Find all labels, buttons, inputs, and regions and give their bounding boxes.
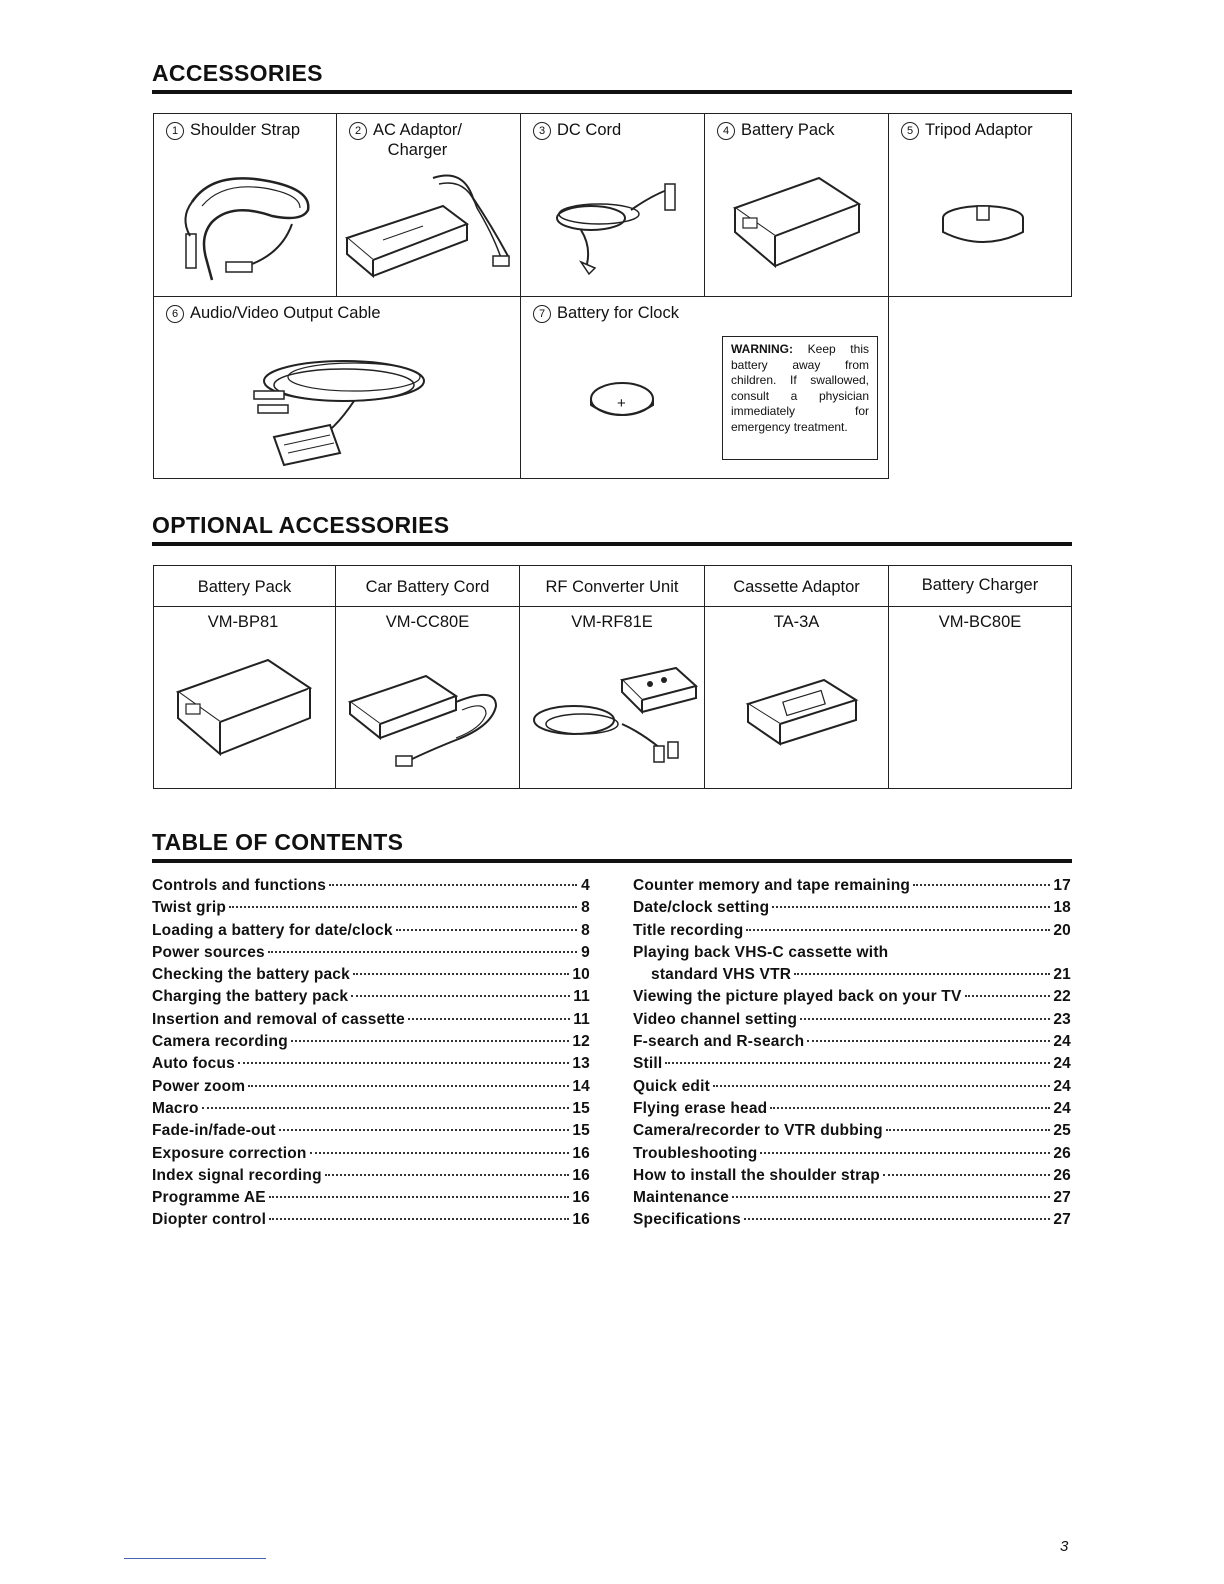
footer-rule	[124, 1558, 266, 1559]
optional-model: VM-CC80E	[385, 613, 470, 631]
toc-entry-first-line[interactable]: Playing back VHS-C cassette with	[633, 943, 889, 961]
toc-entry[interactable]: Video channel setting 23	[633, 1010, 1071, 1028]
accessory-cell-av-cable	[153, 296, 521, 479]
item-number: 5	[901, 122, 919, 140]
warning-heading: WARNING:	[731, 342, 793, 356]
label-line: Battery Pack	[741, 121, 835, 139]
optional-name: Car Battery Cord	[365, 578, 490, 596]
accessory-cell-battery-pack	[704, 113, 889, 297]
accessory-label	[166, 303, 381, 323]
toc-entry[interactable]: Date/clock setting 18	[633, 899, 1071, 917]
label-line: Audio/Video Output Cable	[190, 304, 381, 322]
battery-pack-illustration	[729, 174, 869, 274]
tripod-adaptor-illustration	[939, 196, 1029, 256]
accessory-label	[717, 120, 835, 140]
toc-entry[interactable]: How to install the shoulder strap 26	[633, 1166, 1071, 1184]
accessory-cell-shoulder-strap	[153, 113, 337, 297]
item-number: 4	[717, 122, 735, 140]
toc-entry[interactable]: Quick edit 24	[633, 1077, 1071, 1095]
rf-converter-illustration	[530, 662, 700, 766]
accessory-label	[533, 120, 621, 140]
toc-right-column	[633, 875, 1071, 1232]
toc-left-column	[152, 875, 590, 1232]
toc-entry[interactable]: Loading a battery for date/clock 8	[152, 921, 590, 939]
item-number: 7	[533, 305, 551, 323]
label-line: Tripod Adaptor	[925, 121, 1033, 139]
label-line: Battery for Clock	[557, 304, 679, 322]
page-number: 3	[1060, 1538, 1069, 1555]
item-number: 2	[349, 122, 367, 140]
optional-model: TA-3A	[773, 613, 820, 631]
warning-box	[722, 336, 878, 460]
dc-cord-illustration	[541, 176, 691, 276]
toc-entry[interactable]: Twist grip 8	[152, 899, 590, 917]
optional-name: RF Converter Unit	[545, 578, 679, 596]
toc-entry[interactable]: Index signal recording 16	[152, 1166, 590, 1184]
accessory-label	[349, 120, 462, 160]
toc-entry[interactable]: Macro 15	[152, 1099, 590, 1117]
label-line: Shoulder Strap	[190, 121, 301, 139]
cassette-adaptor-illustration	[744, 674, 864, 754]
toc-entry[interactable]: Controls and functions 4	[152, 877, 590, 894]
accessory-cell-ac-adaptor	[336, 113, 521, 297]
optional-cell-battery-charger	[888, 565, 1072, 789]
optional-battery-pack-illustration	[172, 656, 318, 760]
toc-entry[interactable]: Insertion and removal of cassette 11	[152, 1010, 590, 1028]
warning-text: Keep this battery away from children. If swallowed, consult a physician immediately for emergency treatment.	[731, 342, 869, 434]
toc-title: TABLE OF CONTENTS	[152, 829, 1072, 863]
optional-header-divider	[153, 606, 1072, 607]
toc-entry[interactable]: Fade-in/fade-out 15	[152, 1122, 590, 1140]
toc-entry[interactable]: Auto focus 13	[152, 1055, 590, 1073]
toc-entry[interactable]: Specifications 27	[633, 1211, 1071, 1229]
toc-entry[interactable]: Diopter control 16	[152, 1211, 590, 1229]
toc-entry[interactable]: Counter memory and tape remaining 17	[633, 877, 1071, 894]
toc-entry[interactable]: Camera/recorder to VTR dubbing 25	[633, 1122, 1071, 1140]
accessory-label	[533, 303, 679, 323]
toc-entry[interactable]: Viewing the picture played back on your TV 22	[633, 988, 1071, 1006]
optional-model: VM-BP81	[207, 613, 279, 631]
optional-name: Battery Charger	[921, 576, 1039, 594]
item-number: 1	[166, 122, 184, 140]
accessories-title: ACCESSORIES	[152, 60, 1072, 94]
accessory-label	[901, 120, 1033, 140]
item-number: 3	[533, 122, 551, 140]
toc-entry[interactable]: Title recording 20	[633, 921, 1071, 939]
toc-entry[interactable]: Checking the battery pack 10	[152, 966, 590, 984]
accessory-label	[166, 120, 300, 140]
accessory-cell-dc-cord	[520, 113, 705, 297]
optional-model: VM-RF81E	[571, 613, 653, 631]
optional-model: VM-BC80E	[938, 613, 1022, 631]
optional-accessories-title: OPTIONAL ACCESSORIES	[152, 512, 1072, 546]
accessory-cell-tripod-adaptor	[888, 113, 1072, 297]
toc-entry[interactable]: Maintenance 27	[633, 1189, 1071, 1207]
label-line: AC Adaptor/	[373, 121, 462, 139]
label-line: Charger	[387, 141, 448, 159]
toc-entry[interactable]: Camera recording 12	[152, 1033, 590, 1051]
plus-symbol: +	[617, 395, 626, 412]
toc-entry[interactable]: Power sources 9	[152, 943, 590, 961]
toc-entry[interactable]: Programme AE 16	[152, 1189, 590, 1207]
shoulder-strap-illustration	[172, 162, 322, 286]
toc-entry[interactable]: Exposure correction 16	[152, 1144, 590, 1162]
car-battery-cord-illustration	[346, 666, 508, 770]
toc-entry[interactable]: F-search and R-search 24	[633, 1033, 1071, 1051]
optional-name: Cassette Adaptor	[733, 578, 860, 596]
av-cable-illustration	[234, 341, 444, 471]
label-line: DC Cord	[557, 121, 622, 139]
toc-entry[interactable]: Charging the battery pack 11	[152, 988, 590, 1006]
ac-adaptor-illustration	[343, 168, 517, 288]
toc-entry[interactable]: Power zoom 14	[152, 1077, 590, 1095]
toc-entry[interactable]: Still 24	[633, 1055, 1071, 1073]
item-number: 6	[166, 305, 184, 323]
optional-name: Battery Pack	[197, 578, 292, 596]
toc-entry[interactable]: standard VHS VTR 21	[651, 966, 1071, 984]
toc-entry[interactable]: Flying erase head 24	[633, 1099, 1071, 1117]
toc-entry[interactable]: Troubleshooting 26	[633, 1144, 1071, 1162]
